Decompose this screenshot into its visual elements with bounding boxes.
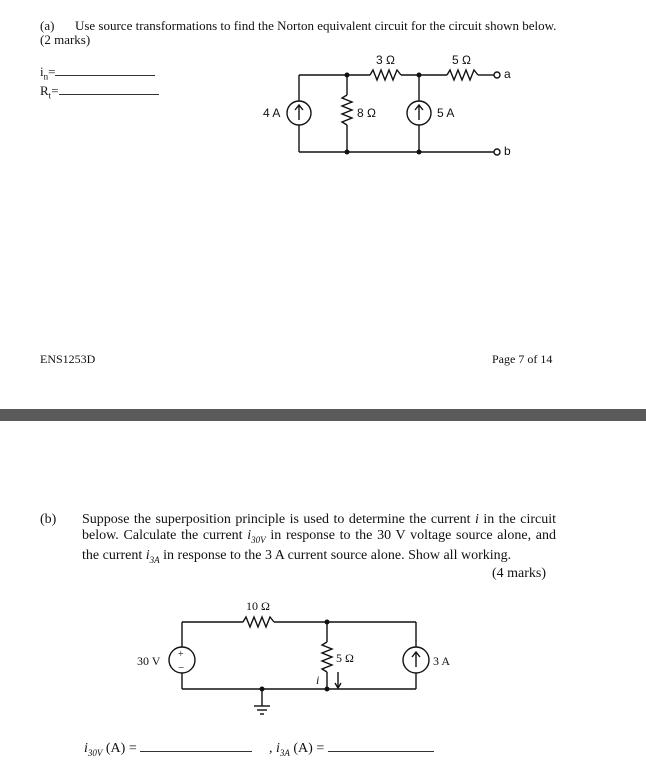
label-current-i: i	[316, 673, 320, 687]
answer-i3a-blank[interactable]	[328, 741, 434, 752]
label-terminal-b: b	[504, 144, 511, 158]
page-divider	[0, 409, 646, 421]
resistor-10ohm	[243, 617, 274, 627]
label-terminal-a: a	[504, 67, 511, 81]
part-b-marks: (4 marks)	[492, 566, 547, 581]
part-a-marks: (2 marks)	[40, 32, 91, 47]
polarity-minus: −	[178, 662, 185, 674]
label-5a: 5 A	[437, 106, 455, 120]
label-30v: 30 V	[137, 654, 161, 668]
footer-page: Page 7 of 14	[492, 352, 553, 366]
label-5ohm-b: 5 Ω	[336, 651, 354, 665]
label-4a: 4 A	[263, 106, 281, 120]
polarity-plus: +	[178, 649, 184, 660]
label-5ohm: 5 Ω	[452, 53, 471, 67]
superposition-circuit	[0, 590, 646, 730]
answer-i3a: , $i_{3A}$ (A) =	[269, 741, 434, 758]
resistor-5ohm	[447, 70, 478, 80]
part-b-question: Suppose the superposition principle is used to determine the current i in the circuit below. Calculate the current $i_{30V}$ in response to the 30 V voltage source alone, and the current $i_{3A}$ in response to the 3 A current source alone. Show all working.	[82, 512, 557, 565]
answer-in: $i_n=$	[40, 64, 155, 82]
resistor-3ohm	[370, 70, 401, 80]
answer-i30v-blank[interactable]	[140, 741, 252, 752]
label-8ohm: 8 Ω	[357, 106, 376, 120]
terminal-b	[494, 149, 500, 155]
resistor-5ohm-b	[322, 642, 332, 672]
footer-course: ENS1253D	[40, 352, 96, 366]
terminal-a	[494, 72, 500, 78]
norton-circuit	[0, 0, 646, 200]
label-10ohm: 10 Ω	[246, 599, 270, 613]
label-3a: 3 A	[433, 654, 451, 668]
part-b-label: (b)	[40, 512, 57, 527]
part-a-text: Use source transformations to find the Norton equivalent circuit for the circuit shown below.	[74, 18, 557, 33]
resistor-8ohm	[342, 95, 352, 125]
answer-i30v: $i_{30V}$ (A) =	[84, 741, 252, 758]
answer-rt: $R_t=$	[40, 83, 159, 101]
label-3ohm: 3 Ω	[376, 53, 395, 67]
part-a-label: (a)	[40, 18, 55, 33]
